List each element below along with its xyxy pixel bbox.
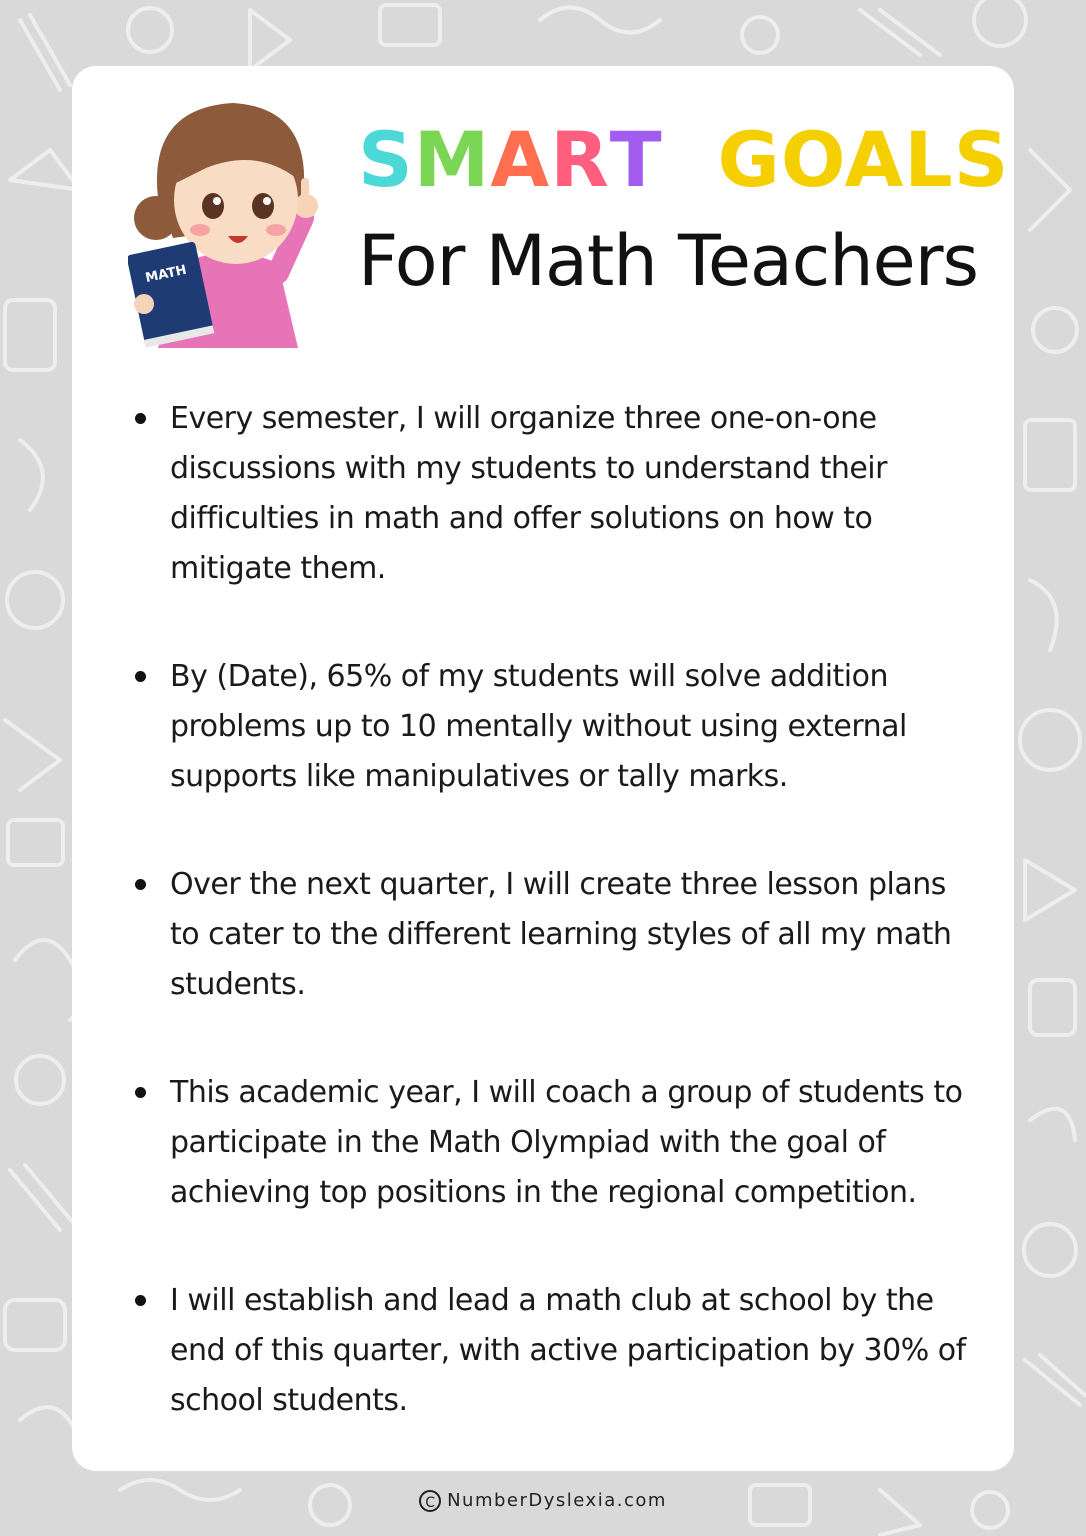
- goal-item: [130, 394, 980, 594]
- goal-text: By (Date), 65% of my students will solve addition problems up to 10 mentally without using external supports like manipulatives or tally marks.: [170, 659, 907, 794]
- page-title: [358, 115, 1010, 204]
- bullet-dot: [135, 1087, 146, 1098]
- title-letter: T: [609, 115, 663, 204]
- bullet-dot: [135, 1295, 146, 1306]
- goal-item: [130, 1276, 980, 1426]
- footer-site: NumberDyslexia.com: [447, 1490, 667, 1511]
- teacher-girl-illustration: [128, 88, 328, 348]
- title-letter: S: [358, 115, 414, 204]
- bullet-dot: [135, 879, 146, 890]
- bullet-dot: [135, 413, 146, 424]
- title-letter: M: [413, 115, 491, 204]
- goal-item: [130, 860, 980, 1010]
- goal-item: [130, 1068, 980, 1218]
- goal-text: This academic year, I will coach a group of students to participate in the Math Olympiad with the goal of achieving top positions in the regional competition.: [170, 1075, 963, 1210]
- title-block: [358, 115, 1010, 302]
- title-word-smart: [358, 115, 690, 204]
- goal-text: Every semester, I will organize three one-on-one discussions with my students to understand their difficulties in math and offer solutions on how to mitigate them.: [170, 401, 887, 586]
- goals-list: [130, 394, 980, 1484]
- page-subtitle: For Math Teachers: [358, 220, 978, 302]
- goal-text: Over the next quarter, I will create three lesson plans to cater to the different learning styles of all my math students.: [170, 867, 952, 1002]
- footer: [0, 1490, 1086, 1512]
- goal-text: I will establish and lead a math club at school by the end of this quarter, with active participation by 30% of school students.: [170, 1283, 966, 1418]
- goal-item: [130, 652, 980, 802]
- title-word-goals: GOALS: [717, 115, 1010, 204]
- copyright-icon: C: [419, 1490, 441, 1512]
- title-letter: A: [490, 115, 551, 204]
- bullet-dot: [135, 671, 146, 682]
- title-letter: R: [550, 115, 610, 204]
- book-label: MATH: [144, 262, 189, 287]
- content-card: [72, 66, 1014, 1471]
